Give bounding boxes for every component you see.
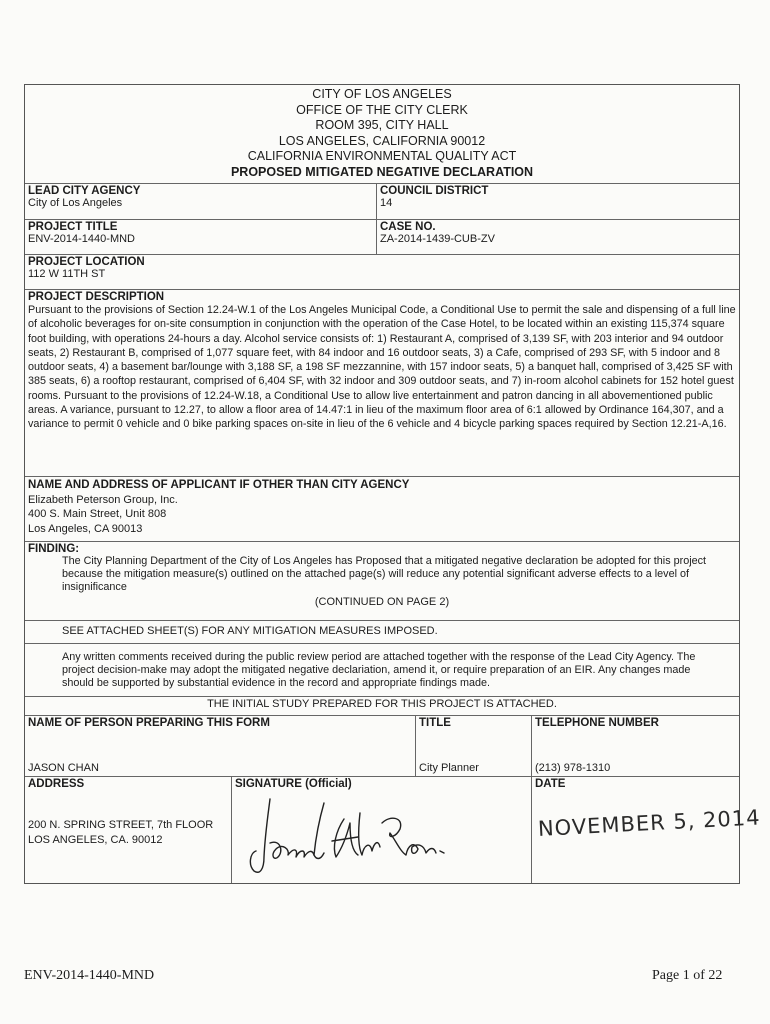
comments-cell <box>25 644 739 696</box>
preparer-name-value: JASON CHAN <box>28 762 99 774</box>
header-line-city: CITY OF LOS ANGELES <box>312 87 452 101</box>
council-district-cell <box>376 184 739 219</box>
comments-row <box>25 643 739 696</box>
mitigation-notice: SEE ATTACHED SHEET(S) FOR ANY MITIGATION MEASURES IMPOSED. <box>62 625 438 637</box>
preparer-phone-value: (213) 978-1310 <box>535 762 611 774</box>
project-title-label: PROJECT TITLE <box>28 221 118 233</box>
applicant-row <box>25 476 739 541</box>
council-district-value: 14 <box>380 197 393 209</box>
lead-agency-value: City of Los Angeles <box>28 197 123 209</box>
finding-cell <box>25 542 739 620</box>
preparer-title-cell <box>415 716 531 776</box>
mitigation-cell <box>25 621 739 643</box>
header-line-room: ROOM 395, CITY HALL <box>315 118 449 132</box>
applicant-city: Los Angeles, CA 90013 <box>28 522 143 535</box>
council-district-label: COUNCIL DISTRICT <box>380 185 489 197</box>
project-title-cell <box>25 220 376 254</box>
finding-label: FINDING: <box>28 543 80 555</box>
case-no-value: ZA-2014-1439-CUB-ZV <box>380 233 495 245</box>
finding-row <box>25 541 739 620</box>
initial-study-row <box>25 696 739 715</box>
header-line-address: LOS ANGELES, CALIFORNIA 90012 <box>278 133 486 148</box>
project-location-value: 112 W 11TH ST <box>28 268 106 280</box>
form-title: PROPOSED MITIGATED NEGATIVE DECLARATION <box>230 164 534 179</box>
address-cell <box>25 777 231 883</box>
date-label: DATE <box>535 778 566 790</box>
address-row <box>25 776 762 883</box>
agency-row <box>25 183 739 219</box>
preparer-phone-label: TELEPHONE NUMBER <box>535 717 659 729</box>
date-handwritten: NOVEMBER 5, 2014 <box>537 805 762 841</box>
preparer-name-label: NAME OF PERSON PREPARING THIS FORM <box>28 717 270 729</box>
project-description-label: PROJECT DESCRIPTION <box>28 291 165 303</box>
project-title-value: ENV-2014-1440-MND <box>28 233 135 245</box>
preparer-name-cell <box>25 716 415 776</box>
description-row <box>25 289 739 476</box>
mitigation-row <box>25 620 739 643</box>
footer-page-number: Page 1 of 22 <box>652 968 723 983</box>
project-location-label: PROJECT LOCATION <box>28 256 145 268</box>
preparer-row <box>25 715 739 776</box>
initial-study-notice: THE INITIAL STUDY PREPARED FOR THIS PROJECT IS ATTACHED. <box>207 698 557 710</box>
preparer-title-value: City Planner <box>419 762 479 774</box>
project-location-cell <box>25 255 739 289</box>
project-description-text: Pursuant to the provisions of Section 12.24-W.1 of the Los Angeles Municipal Code, a Conditional Use to permit the sale and dispensing of a full line of alcoholic beverages for on-site consumption in conjunction with the operation of the Case Hotel, to be located within an existing 115,374 square foot building, with operations 24-hours a day. Alcohol service consists of: 1) Restaurant A, comprised of 3,139 SF, with 203 interior and 94 outdoor seats, 2) Restaurant B, comprised of 1,077 square feet, with 84 indoor and 16 outdoor seats, 3) a Cafe, comprised of 293 SF, with 5 indoor and 8 outdoor seats, 4) a basement bar/lounge with 3,188 SF, a 198 SF mezzannine, with 157 indoor seats, 5) a banquet hall, comprised of 3,425 SF with 385 seats, 6) a rooftop restaurant, comprised of 6,404 SF, with 32 indoor and 309 outdoor seats, and 7) in-room alcohol cabinets for 152 hotel guest rooms. Pursuant to the provisions of 12.24-W.18, a Conditional Use to allow live entertainment and patron dancing in all abovementioned public areas. A variance, pursuant to 12.27, to allow a floor area of 14.47:1 in lieu of the maximum floor area of 6:1 allowed by Ordinance 164,307, and a variance to permit 0 vehicle and 0 bike parking spaces on-site in lieu of the 6 vehicle and 4 bicycle parking spaces required by Section 12.21-A,16. <box>28 304 736 431</box>
applicant-name: Elizabeth Peterson Group, Inc. <box>28 493 178 506</box>
address-line-1: 200 N. SPRING STREET, 7th FLOOR <box>28 819 214 831</box>
handwritten-signature <box>240 795 470 905</box>
form-header <box>25 85 739 183</box>
applicant-label: NAME AND ADDRESS OF APPLICANT IF OTHER THAN CITY AGENCY <box>28 479 410 491</box>
project-description-cell <box>25 290 739 476</box>
header-line-office: OFFICE OF THE CITY CLERK <box>296 102 468 117</box>
case-no-label: CASE NO. <box>380 221 436 233</box>
applicant-street: 400 S. Main Street, Unit 808 <box>28 508 167 520</box>
date-cell <box>531 777 762 883</box>
header-line-act: CALIFORNIA ENVIRONMENTAL QUALITY ACT <box>247 149 517 163</box>
preparer-phone-cell <box>531 716 739 776</box>
finding-text: The City Planning Department of the City of Los Angeles has Proposed that a mitigated negative declaration be adopted for this project because the mitigation measure(s) outlined on the attached page(s) will reduce any potential significant adverse effects to a level of insignificance <box>62 555 707 593</box>
address-line-2: LOS ANGELES, CA. 90012 <box>28 834 163 846</box>
declaration-form <box>24 84 762 884</box>
signature-cell <box>231 777 531 883</box>
comments-notice: Any written comments received during the public review period are attached together with the response of the Lead City Agency. The project decision-make may adopt the mitigated negative declariation, amend it, or require preparation of an EIR. Any changes made should be supported by substantial evidence in the record and appropriate findings made. <box>62 651 696 689</box>
case-no-cell <box>376 220 739 254</box>
finding-continued: (CONTINUED ON PAGE 2) <box>314 596 450 609</box>
title-row <box>25 219 739 254</box>
lead-agency-label: LEAD CITY AGENCY <box>28 185 141 197</box>
lead-agency-cell <box>25 184 376 219</box>
footer-doc-id: ENV-2014-1440-MND <box>24 968 155 983</box>
applicant-cell <box>25 477 739 541</box>
signature-label: SIGNATURE (Official) <box>235 778 352 790</box>
initial-study-cell <box>25 697 739 715</box>
header-block <box>25 85 739 183</box>
address-label: ADDRESS <box>28 778 85 790</box>
location-row <box>25 254 739 289</box>
preparer-title-label: TITLE <box>419 717 451 729</box>
